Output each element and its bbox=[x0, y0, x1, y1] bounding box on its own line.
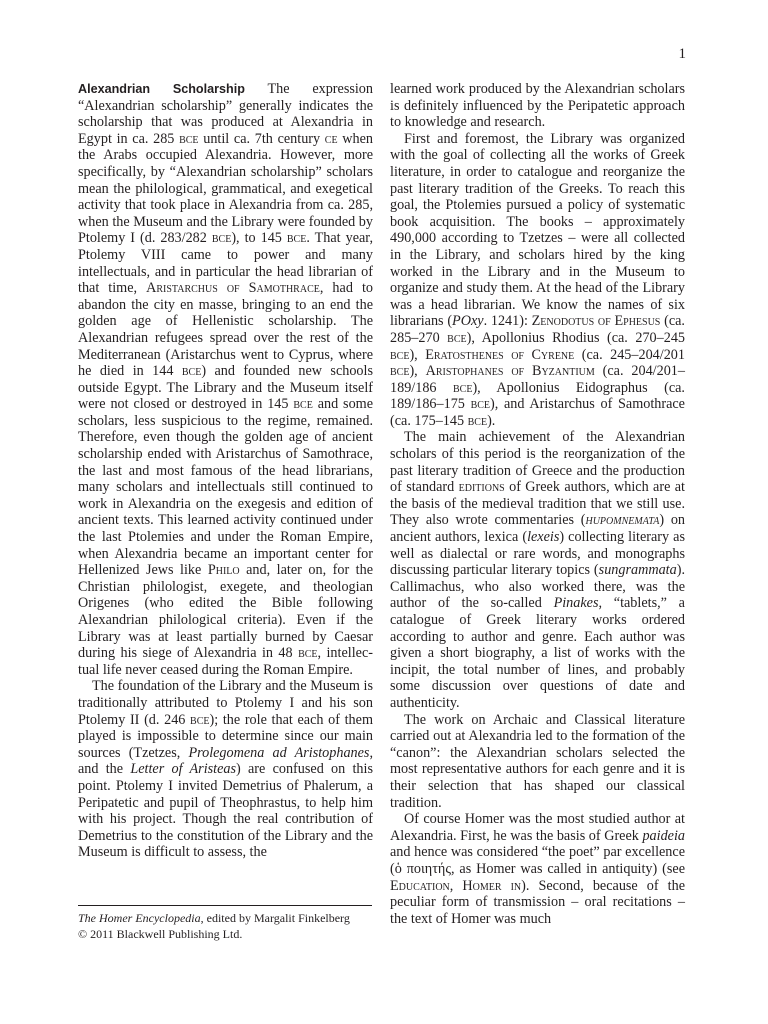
small-caps-term: bce bbox=[447, 329, 467, 346]
paragraph-body: The expression “Alexandrian scholarship” generally indicates the scholarship that was produced at Alexandria in Egypt in ca. 285 bce until ca. 7th century ce when the Arabs occupied Alexandria. However, more specifically, by “Alexandrian scholarship” scholars mean the philological, grammatical, and exegetical activity that took place in Alexandria from ca. 285, when the Museum and the Library were founded by Ptolemy I (d. 283/282 bce), to 145 bce. That year, Ptolemy VIII came to power and many intellectuals, and in particular the head librarian of that time, Aristarchus of Samothrace, had to abandon the city en masse, bringing to an end the golden age of Hellenistic scholarship. The Alexandrian refugees spread over the rest of the Mediterranean (Aristarchus went to Cyprus, where he died in 144 bce) and founded new schools outside Egypt. The Library and the Museum itself were not closed or destroyed in 145 bce and some scholars, less suspicious to the regime, remained. Therefore, even though the golden age of ancient scholarship ended with Aristarchus of Samothrace, the last and most famous of the head librarians, many scholars and intellectuals still continued to work in Alexandria on the exegesis and edition of ancient texts. This learned activity continued under the last Ptolemies and under the Roman Empire, when Alexandria became an important center for Hellenized Jews like Philo and, later on, for the Christian philologist, exegete, and theologian Origenes (who edited the Bible following Alexandrian philological criteria). Even if the Library was at least partially burned by Caesar during his siege of Alexandria in 48 bce, intellectual life never ceased during the Roman Empire. bbox=[78, 81, 374, 678]
italic-term: sungrammata bbox=[598, 562, 677, 579]
paragraph: Of course Homer was the most studied author at Alexandria. First, he was the basis of Greek paideia and hence was considered “the poet” par excellence (ὁ ποιητής, as Homer was called in antiquity) (see Education, Homer in). Second, because of the peculiar form of transmission – oral recitations – the text of Homer was much bbox=[390, 811, 685, 927]
paragraph: The foundation of the Library and the Museum is traditionally attributed to Ptolemy I and his son Ptolemy II (d. 246 bce); the role that each of them played is impossible to determine since our main sources (Tzetzes, Prolegomena ad Aristophanes, and the Letter of Aristeas) are confused on this point. Ptolemy I invited Demetrius of Phalerum, a Peripatetic and pupil of Theophrastus, to help him with his project. Though the real contribution of Demetrius to the constitution of the Library and the Museum is difficult to assess, the bbox=[78, 678, 373, 861]
italic-term: Pinakes bbox=[553, 595, 599, 612]
small-caps-term: bce bbox=[179, 130, 199, 147]
small-caps-term: bce bbox=[467, 412, 488, 429]
italic-term: lexeis bbox=[527, 529, 560, 546]
paragraph: The main achievement of the Alexandrian scholars of this period is the reorganization of the past literary tradition of Greece and the production of standard editions of Greek authors, which are at the basis of the medieval tradition that we still use. They also wrote commentaries (hupomnemata) on ancient authors, lexica (lexeis) collecting literary as well as dialectal or rare words, and monographs discussing particular literary topics (sungrammata). Callimachus, who also worked there, was the author of the so-called Pinakes, “tablets,” a catalogue of Greek literary works ordered according to author and genre. Each author was given a short biography, a list of works with the incipit, the total number of lines, and probably some discussion over questions of date and authenticity. bbox=[390, 429, 686, 711]
small-caps-term: Homer in bbox=[462, 877, 522, 894]
small-caps-term: Aristophanes of Byzantium bbox=[425, 363, 595, 380]
small-caps-term: Zenodotus of Ephesus bbox=[531, 313, 661, 330]
editor-credit: , edited by Margalit Finkelberg bbox=[200, 911, 350, 925]
small-caps-term: Eratosthenes of Cyrene bbox=[425, 346, 575, 363]
small-caps-term: bce bbox=[390, 346, 410, 363]
small-caps-term: hupomnemata bbox=[585, 512, 660, 529]
paragraph: The work on Archaic and Classical literature carried out at Alexandria led to the formation of the “canon”: the Alexandrian scholars selected the most representative authors for each genre and it is their selection that has shaped our classical tradition. bbox=[390, 711, 685, 811]
small-caps-term: bce bbox=[181, 363, 202, 380]
small-caps-term: Education bbox=[390, 877, 450, 894]
paragraph: learned work produced by the Alexandrian scholars is definitely influenced by the Peripatetic approach to knowledge and research. bbox=[390, 81, 685, 131]
page-number: 1 bbox=[678, 46, 686, 62]
small-caps-term: bce bbox=[286, 230, 307, 247]
paragraph bbox=[78, 81, 373, 678]
small-caps-term: bce bbox=[211, 230, 232, 247]
italic-term: Prolegomena ad Aristophanes bbox=[188, 744, 370, 761]
entry-heading: Alexandrian Scholarship bbox=[78, 82, 245, 96]
paragraph: First and foremost, the Library was organized with the goal of collecting all the works of Greek literature, in order to catalogue and reorganize the past literary tradition of the Greeks. To reach this goal, the Ptolemies pursued a policy of systematic book acquisition. The books – approximately 490,000 according to Tzetzes – were all collected in the Library, and scholars hired by the king worked in the Library and in the Museum to organize and study them. At the head of the Library was a head librarian. We know the names of six librarians (POxy. 1241): Zenodotus of Ephesus (ca. 285–270 bce), Apollonius Rhodius (ca. 270–245 bce), Eratosthenes of Cyrene (ca. 245–204/201 bce), Aristophanes of Byzantium (ca. 204/201–189/186 bce), Apollonius Eidographus (ca. 189/186–175 bce), and Aristarchus of Samothrace (ca. 175–145 bce). bbox=[390, 130, 686, 429]
copyright-line: © 2011 Blackwell Publishing Ltd. bbox=[78, 926, 243, 941]
small-caps-term: bce bbox=[298, 645, 318, 662]
small-caps-term: bce bbox=[470, 396, 491, 413]
footnote-citation bbox=[78, 911, 378, 927]
small-caps-term: ce bbox=[324, 130, 338, 147]
italic-term: paideia bbox=[642, 827, 685, 844]
small-caps-term: bce bbox=[390, 363, 410, 380]
footnote bbox=[78, 911, 378, 942]
small-caps-term: Philo bbox=[207, 562, 240, 579]
small-caps-term: Aristarchus of Samothrace bbox=[146, 280, 320, 297]
italic-term: POxy bbox=[452, 313, 484, 330]
left-column bbox=[78, 81, 373, 861]
book-title: The Homer Encyclopedia bbox=[78, 911, 201, 925]
small-caps-term: bce bbox=[293, 396, 313, 413]
footnote-rule bbox=[78, 905, 372, 906]
small-caps-term: bce bbox=[190, 711, 210, 728]
small-caps-term: bce bbox=[452, 379, 473, 396]
small-caps-term: editions bbox=[458, 479, 505, 496]
right-column bbox=[390, 81, 685, 927]
italic-term: Letter of Aristeas bbox=[130, 761, 237, 778]
